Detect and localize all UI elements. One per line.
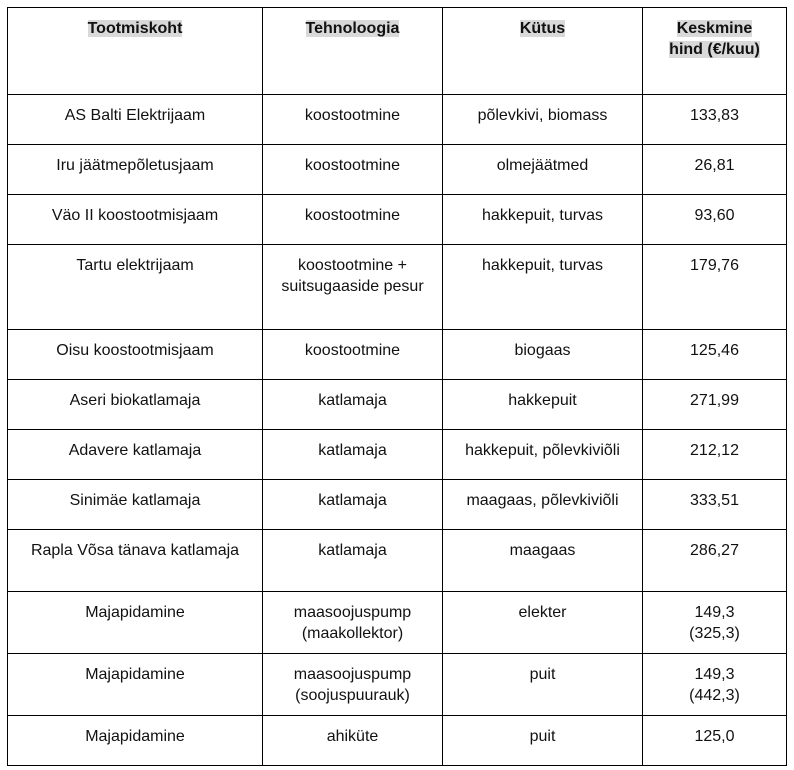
- cell-location: Iru jäätmepõletusjaam: [8, 145, 263, 195]
- table-row: [8, 380, 787, 430]
- cell-technology: katlamaja: [263, 430, 443, 480]
- price-value: 149,3 (442,3): [689, 666, 740, 704]
- cell-technology: koostootmine: [263, 330, 443, 380]
- cell-price: 26,81: [643, 145, 787, 195]
- cell-price: 125,46: [643, 330, 787, 380]
- cell-price: 271,99: [643, 380, 787, 430]
- cell-location: Oisu koostootmisjaam: [8, 330, 263, 380]
- cell-price: 93,60: [643, 195, 787, 245]
- cell-price: 179,76: [643, 245, 787, 330]
- cell-fuel: biogaas: [443, 330, 643, 380]
- cell-technology: katlamaja: [263, 380, 443, 430]
- header-fuel: Kütus: [443, 8, 643, 95]
- cell-fuel: olmejäätmed: [443, 145, 643, 195]
- cell-price: [643, 592, 787, 654]
- cell-fuel: elekter: [443, 592, 643, 654]
- table-row: [8, 480, 787, 530]
- cell-location: Väo II koostootmisjaam: [8, 195, 263, 245]
- cell-technology: koostootmine: [263, 145, 443, 195]
- cell-technology: koostootmine: [263, 195, 443, 245]
- cell-fuel: puit: [443, 654, 643, 716]
- cell-fuel: maagaas: [443, 530, 643, 592]
- cell-location: Tartu elektrijaam: [8, 245, 263, 330]
- table-row: [8, 530, 787, 592]
- cell-fuel: põlevkivi, biomass: [443, 95, 643, 145]
- cell-price: 133,83: [643, 95, 787, 145]
- cell-location: Majapidamine: [8, 592, 263, 654]
- cell-location: Majapidamine: [8, 654, 263, 716]
- table-header-row: [8, 8, 787, 95]
- price-value: 149,3 (325,3): [689, 604, 740, 642]
- cell-technology: maasoojuspump (maakollektor): [263, 592, 443, 654]
- table-row: [8, 716, 787, 766]
- cell-price: 125,0: [643, 716, 787, 766]
- cell-technology: ahiküte: [263, 716, 443, 766]
- table-row: [8, 145, 787, 195]
- cell-fuel: hakkepuit: [443, 380, 643, 430]
- table-row: [8, 195, 787, 245]
- table-row: [8, 654, 787, 716]
- header-technology: Tehnoloogia: [263, 8, 443, 95]
- cell-technology: katlamaja: [263, 530, 443, 592]
- cell-technology: koostootmine: [263, 95, 443, 145]
- cell-fuel: hakkepuit, turvas: [443, 245, 643, 330]
- cell-fuel: hakkepuit, põlevkiviõli: [443, 430, 643, 480]
- cell-price: 286,27: [643, 530, 787, 592]
- cell-fuel: puit: [443, 716, 643, 766]
- cell-location: Adavere katlamaja: [8, 430, 263, 480]
- header-location: Tootmiskoht: [8, 8, 263, 95]
- table-row: [8, 592, 787, 654]
- cell-location: Rapla Võsa tänava katlamaja: [8, 530, 263, 592]
- cell-technology: katlamaja: [263, 480, 443, 530]
- heating-price-table: [7, 7, 787, 766]
- cell-fuel: hakkepuit, turvas: [443, 195, 643, 245]
- cell-location: AS Balti Elektrijaam: [8, 95, 263, 145]
- table-row: [8, 430, 787, 480]
- cell-location: Sinimäe katlamaja: [8, 480, 263, 530]
- cell-price: 212,12: [643, 430, 787, 480]
- cell-fuel: maagaas, põlevkiviõli: [443, 480, 643, 530]
- cell-technology: koostootmine + suitsugaaside pesur: [263, 245, 443, 330]
- table-row: [8, 95, 787, 145]
- header-price: Keskmine hind (€/kuu): [643, 8, 787, 95]
- table-row: [8, 330, 787, 380]
- cell-price: [643, 654, 787, 716]
- cell-price: 333,51: [643, 480, 787, 530]
- cell-technology: maasoojuspump (soojuspuurauk): [263, 654, 443, 716]
- table-row: [8, 245, 787, 330]
- cell-location: Aseri biokatlamaja: [8, 380, 263, 430]
- cell-location: Majapidamine: [8, 716, 263, 766]
